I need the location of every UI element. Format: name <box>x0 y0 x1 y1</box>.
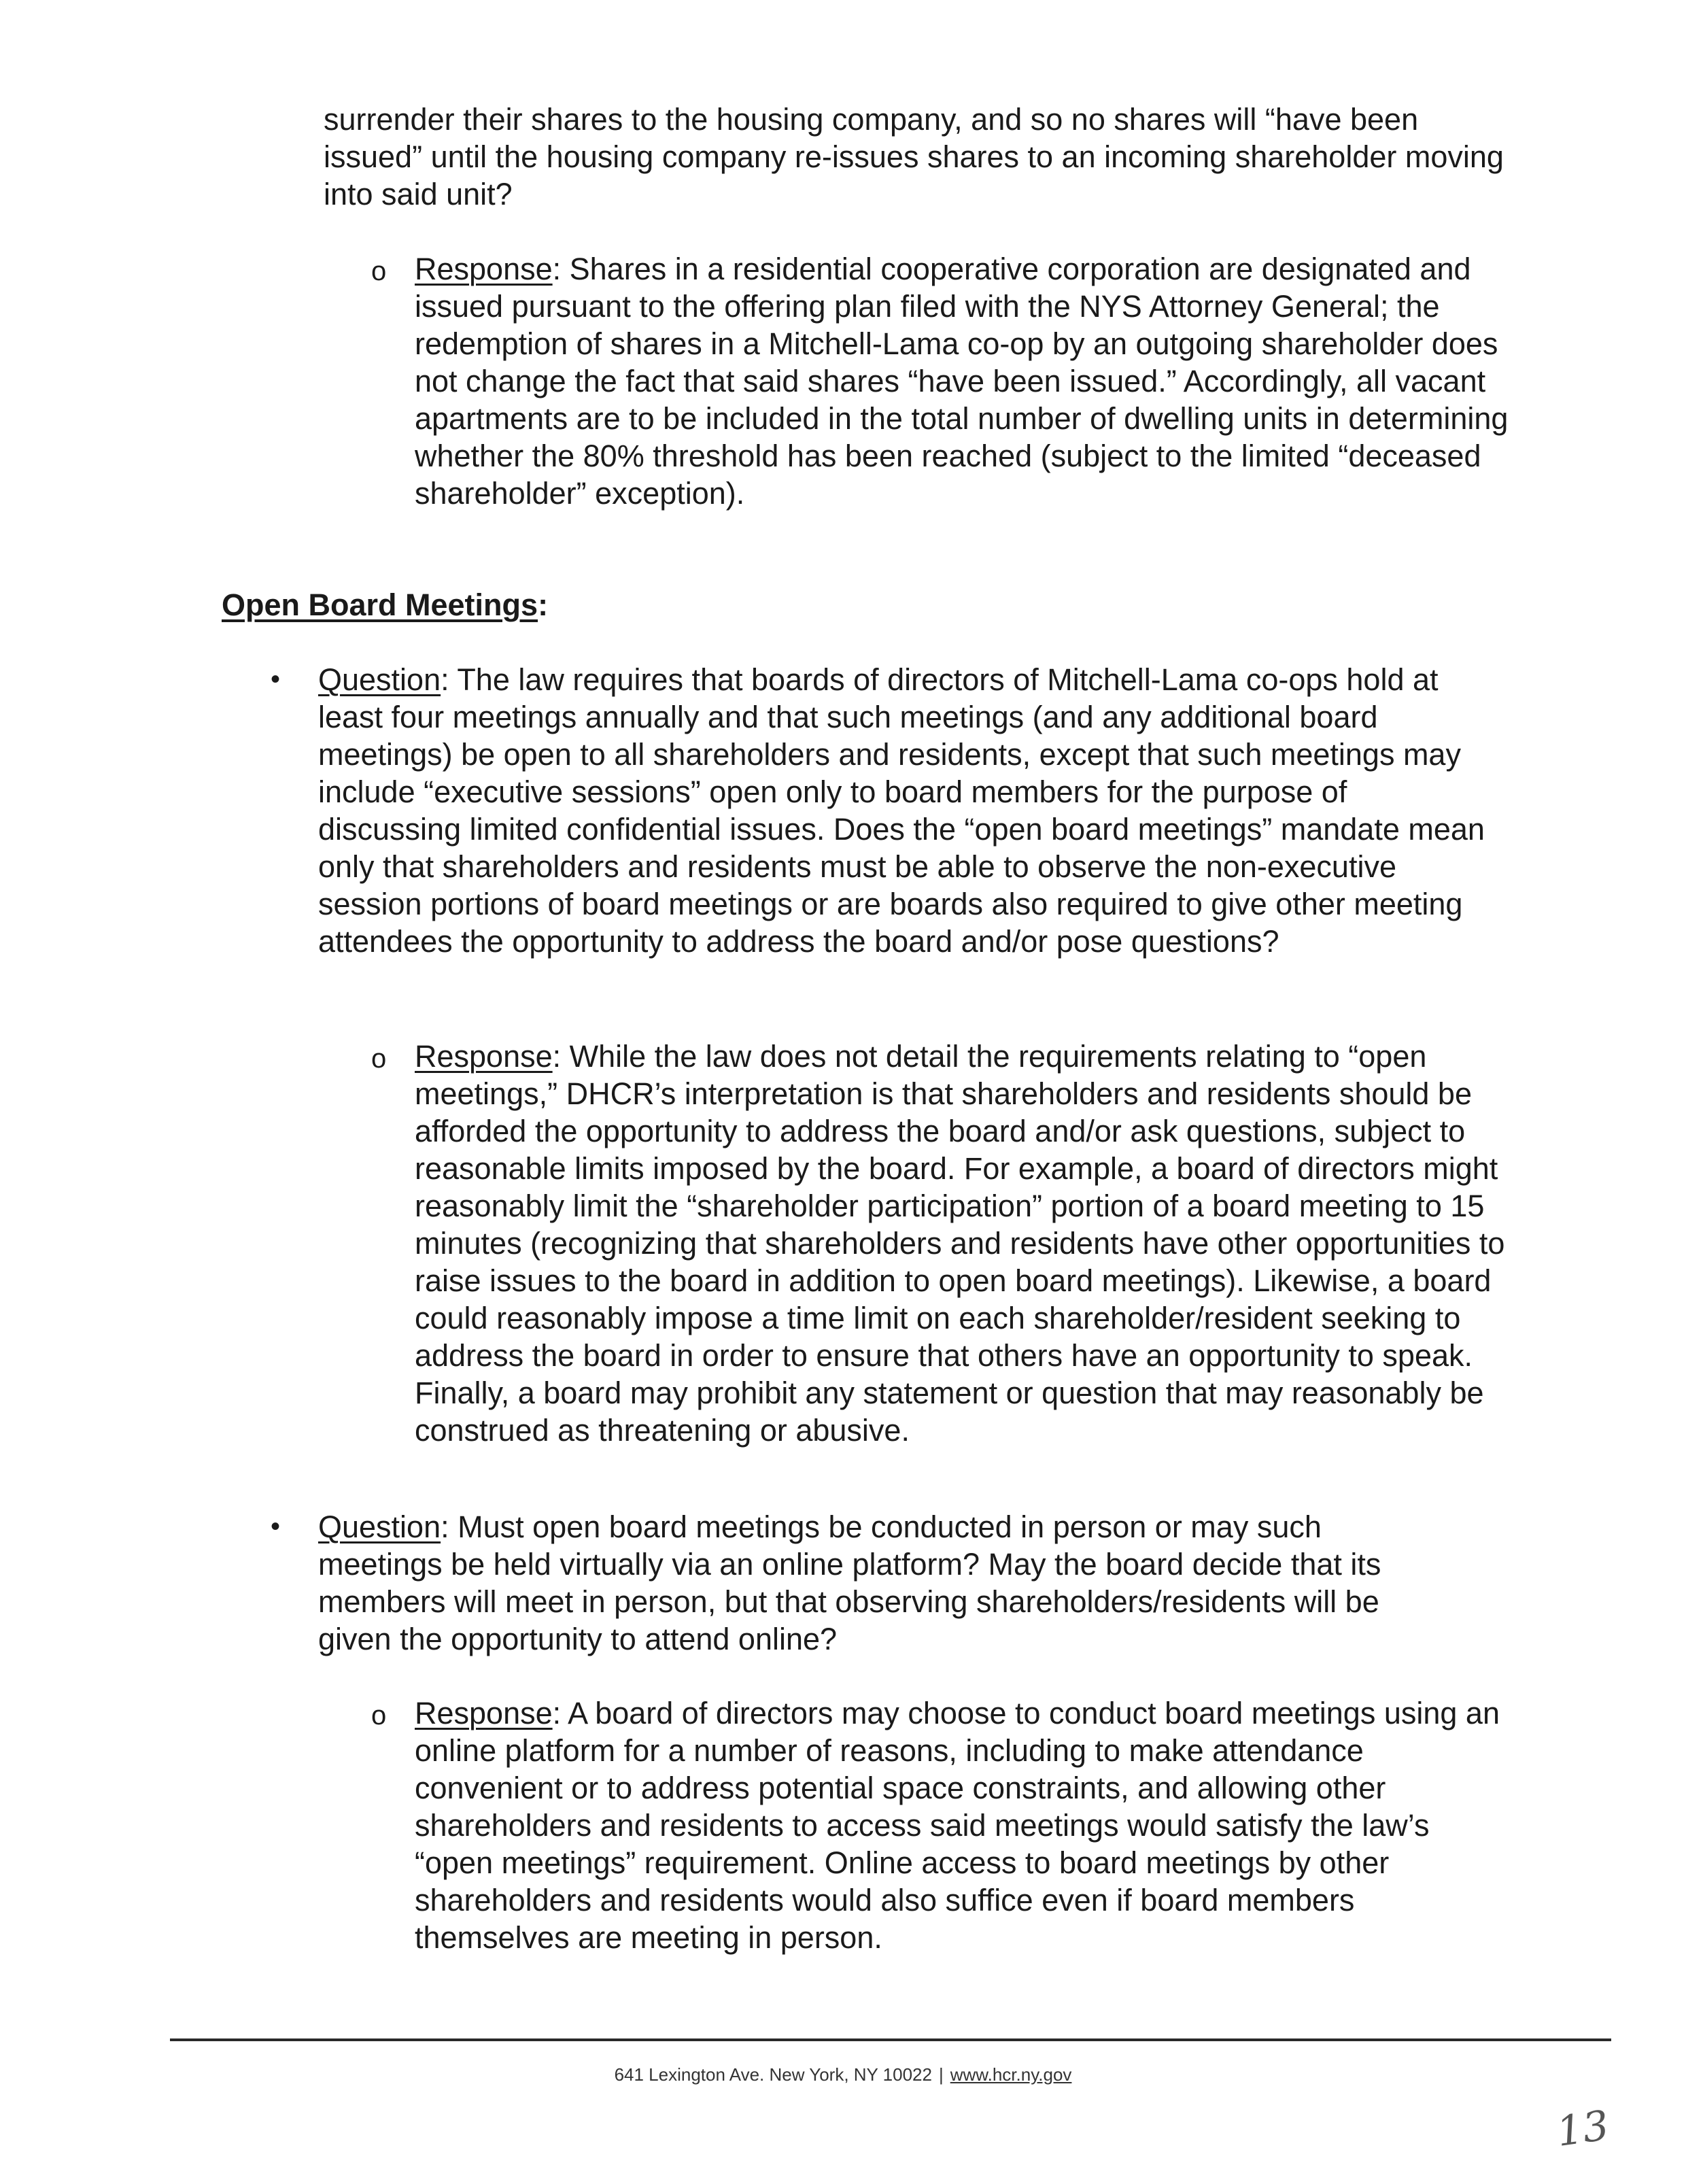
response-3-paragraph <box>415 1694 1502 1956</box>
footer-address: 641 Lexington Ave. New York, NY 10022 <box>614 2064 932 2085</box>
question-2-paragraph <box>318 661 1487 960</box>
response-1-label: Response <box>415 252 553 286</box>
footer-separator: | <box>938 2064 944 2085</box>
page-number: 13 <box>1553 2102 1612 2156</box>
response-1-paragraph <box>415 250 1530 512</box>
response-3-label: Response <box>415 1696 553 1730</box>
question-3-text: : Must open board meetings be conducted in person or may such meetings be held virtually via an online platform? May the board decide that its members will meet in person, but that observing shareholders/residents will be given the opportunity to attend online? <box>318 1509 1381 1656</box>
question-3-label: Question <box>318 1509 441 1544</box>
response-2-label: Response <box>415 1039 553 1074</box>
response-3-text: : A board of directors may choose to conduct board meetings using an online platform for a number of reasons, including to make attendance convenient or to address potential space constraints, and allowing other shareholders and residents to access said meetings would satisfy the law’s “open meetings” requirement. Online access to board meetings by other shareholders and residents would also suffice even if board members themselves are meeting in person. <box>415 1696 1500 1955</box>
intro-text: surrender their shares to the housing company, and so no shares will “have been issued” until the housing company re-issues shares to an incoming shareholder moving into said unit? <box>324 102 1504 211</box>
footer-website-link[interactable]: www.hcr.ny.gov <box>950 2064 1072 2085</box>
section-colon: : <box>538 587 549 622</box>
section-title: Open Board Meetings <box>222 587 538 622</box>
question-2-label: Question <box>318 662 441 697</box>
question-3-paragraph <box>318 1508 1447 1658</box>
response-2-paragraph <box>415 1038 1509 1449</box>
section-heading <box>222 586 548 624</box>
intro-paragraph <box>324 101 1520 213</box>
question-2-bullet: • <box>271 664 281 694</box>
response-1-bullet: o <box>371 256 387 286</box>
footer <box>0 2064 1686 2085</box>
question-3-bullet: • <box>271 1512 281 1541</box>
response-3-bullet: o <box>371 1701 387 1730</box>
response-2-bullet: o <box>371 1044 387 1074</box>
response-2-text: : While the law does not detail the requirements relating to “open meetings,” DHCR’s interpretation is that shareholders and residents should be afforded the opportunity to address the board and/or ask questions, subject to reasonable limits imposed by the board. For example, a board of directors might reasonably limit the “shareholder participation” portion of a board meeting to 15 minutes (recognizing that shareholders and residents have other opportunities to raise issues to the board in addition to open board meetings). Likewise, a board could reasonably impose a time limit on each shareholder/resident seeking to address the board in order to ensure that others have an opportunity to speak. Finally, a board may prohibit any statement or question that may reasonably be construed as threatening or abusive. <box>415 1039 1505 1448</box>
footer-divider <box>170 2038 1611 2041</box>
question-2-text: : The law requires that boards of directors of Mitchell-Lama co-ops hold at least four meetings annually and that such meetings (and any additional board meetings) be open to all shareholders and residents, except that such meetings may include “executive sessions” open only to board members for the purpose of discussing limited confidential issues. Does the “open board meetings” mandate mean only that shareholders and residents must be able to observe the non-executive session portions of board meetings or are boards also required to give other meeting attendees the opportunity to address the board and/or pose questions? <box>318 662 1485 959</box>
response-1-text: : Shares in a residential cooperative corporation are designated and issued pursuant to the offering plan filed with the NYS Attorney General; the redemption of shares in a Mitchell-Lama co-op by an outgoing shareholder does not change the fact that said shares “have been issued.” Accordingly, all vacant apartments are to be included in the total number of dwelling units in determining whether the 80% threshold has been reached (subject to the limited “deceased shareholder” exception). <box>415 252 1509 511</box>
